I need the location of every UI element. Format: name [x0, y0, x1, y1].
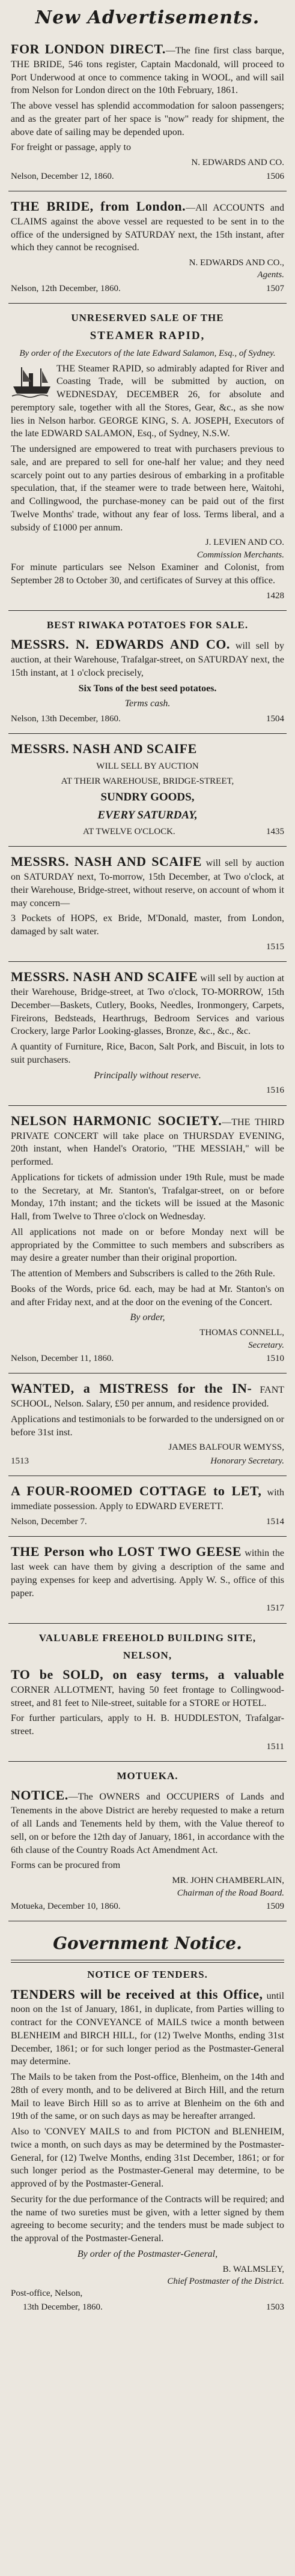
ad-headline: FOR LONDON DIRECT. — [11, 41, 166, 56]
ad-line: SUNDRY GOODS, — [100, 791, 195, 804]
ad-body — [11, 1380, 284, 1411]
ad-number: 1428 — [266, 590, 284, 601]
ad-text: CORNER ALLOTMENT, having 50 feet frontage to Collingwood-street, and 81 feet to Nile-street, suitable for a STORE or HOTEL. — [11, 1684, 284, 1708]
ad-title: UNRESERVED SALE OF THE — [71, 312, 224, 324]
ad-text: THE Steamer RAPID, so admirably adapted for River and Coasting Trade, will be submitted by auction, on WEDNESDAY, DECEMBER 26, for absolute and peremptory sale, together with all the Stores, Gear, &c., as she now lies in Nelson harbor. GEORGE KING, S. A. JOSEPH, Executors of the late EDWARD SALAMON, Esq., of Sydney, N.S.W. — [11, 363, 284, 439]
ad-text: Also to 'CONVEY MAILS to and from PICTON and BLENHEIM, twice a month, on such days as may be determined by the Postmaster-General, for (12) Twelve Months, ending 31st December, 1861; or for such longer period as the Postmaster-General may determine, to be approved of by the Postmaster-General. — [11, 2127, 284, 2190]
ad-text: —The OWNERS and OCCUPIERS of Lands and Tenements in the above District are hereby requested to make a return of all Lands and Tenements held by them, with the Value thereof to sell, on or before the 12th day of January, 1861, in accordance with the 6th clause of the Country Roads Act Amendment Act. — [11, 1792, 284, 1855]
ad-number: 1513 — [11, 1456, 29, 1466]
ad-text: 3 Pockets of HOPS, ex Bride, M'Donald, master, from London, damaged by salt water. — [11, 913, 284, 937]
ad-text: Forms can be procured from — [11, 1860, 121, 1871]
ad-number: 1517 — [266, 1603, 284, 1614]
ad-footer — [11, 1084, 284, 1096]
ad-headline: MESSRS. NASH AND SCAIFE — [11, 969, 198, 985]
ad-headline: WANTED, a MISTRESS for the IN- — [11, 1381, 252, 1396]
ad-signature: THOMAS CONNELL, — [199, 1328, 284, 1338]
ad-body — [11, 1786, 284, 1857]
ad-terms: Terms cash. — [124, 698, 171, 709]
ad-title: NOTICE OF TENDERS. — [87, 1969, 208, 1981]
ad-number: 1509 — [266, 1901, 284, 1911]
ad-number: 1516 — [266, 1085, 284, 1096]
ad-title: BEST RIWAKA POTATOES FOR SALE. — [46, 619, 249, 631]
ad-line: AT THEIR WAREHOUSE, BRIDGE-STREET, — [61, 776, 234, 786]
ad-headline: MESSRS. NASH AND SCAIFE — [11, 741, 197, 757]
ad-london-direct — [8, 34, 287, 191]
ad-footer — [11, 283, 284, 295]
ad-headline: NELSON HARMONIC SOCIETY. — [11, 1112, 222, 1128]
ad-footer — [11, 170, 284, 182]
ad-number: 1504 — [266, 714, 284, 724]
ad-text: FANT SCHOOL, Nelson. Salary, £50 per annum, and residence provided. — [11, 1385, 285, 1410]
government-notice — [8, 1921, 287, 2322]
ad-text: will sell by auction, at their Warehouse, Trafalgar-street, on SATURDAY next, the 15th instant, at 1 o'clock precisely, — [11, 641, 284, 678]
ad-body — [11, 635, 284, 679]
ad-number: 1503 — [266, 2302, 284, 2312]
ad-harmonic-society — [8, 1106, 287, 1374]
ad-footer — [11, 713, 284, 725]
ad-lost-geese — [8, 1537, 287, 1624]
ad-nash-scaife-sundry — [8, 734, 287, 847]
ad-headline: THE BRIDE, from London. — [11, 198, 186, 214]
ad-number: 1435 — [266, 826, 284, 836]
ad-time: AT TWELVE O'CLOCK. — [83, 826, 175, 836]
ad-intro: By order of the Executors of the late Edward Salamon, Esq., of Sydney. — [19, 349, 276, 359]
ad-place-date: Nelson, December 12, 1860. — [11, 171, 114, 181]
ad-headline: THE Person who LOST TWO GEESE — [11, 1544, 242, 1560]
ad-place-date: Nelson, 12th December, 1860. — [11, 283, 121, 293]
ad-body — [11, 197, 284, 254]
ad-text: within the last week can have them by giving a description of the same and paying expenses for keep and advertising. Apply W. S., office of this paper. — [11, 1548, 285, 1599]
ad-signature-role: Commission Merchants. — [196, 550, 284, 560]
ad-by-order: By order, — [130, 1312, 165, 1323]
ad-headline: TO be SOLD, on easy terms, a valuable — [11, 1667, 284, 1683]
ad-place-date: Nelson, December 7. — [11, 1516, 87, 1527]
ad-body — [11, 1986, 284, 2069]
ad-text: Six Tons of the best seed potatoes. — [78, 683, 217, 694]
ad-footer — [11, 1516, 284, 1528]
ad-footer — [11, 941, 284, 953]
ad-body — [11, 362, 284, 441]
ad-headline: A FOUR-ROOMED COTTAGE to LET, — [11, 1483, 262, 1499]
ad-footer — [11, 1353, 284, 1365]
ad-by-order: By order of the Postmaster-General, — [77, 2248, 218, 2259]
ad-nash-scaife-hops — [8, 847, 287, 962]
ad-signature-role: Chief Postmaster of the District. — [167, 2277, 284, 2287]
ad-title: NELSON, — [123, 1649, 172, 1661]
ad-headline: NOTICE. — [11, 1788, 68, 1803]
ad-the-bride — [8, 191, 287, 304]
ad-footer — [11, 1741, 284, 1753]
ad-text: Applications for tickets of admission under 19th Rule, must be made to the Secretary, at Mr. Stanton's, Trafalgar-street, on or before Monday, 17th instant; and the tickets will be issued at the Masonic Hall, from Twelve to Three o'clock on Wednesday. — [11, 1172, 284, 1222]
ad-title: MOTUEKA. — [117, 1770, 178, 1782]
ad-freehold-site — [8, 1624, 287, 1762]
ad-text: For further particulars, apply to H. B. HUDDLESTON, Trafalgar-street. — [11, 1713, 284, 1737]
ad-text: —THE THIRD PRIVATE CONCERT will take place on THURSDAY EVENING, 20th instant, when Handel's Oratorio, "THE MESSIAH," will be performed. — [11, 1117, 284, 1168]
ad-signature: J. LEVIEN AND CO. — [205, 538, 284, 548]
ad-text: For freight or passage, apply to — [11, 142, 131, 153]
ad-text: until noon on the 1st of January, 1861, in duplicate, from Parties willing to contract for the CONVEYANCE of MAILS twice a month between BLENHEIM and BIRCH HILL, for (12) Twelve Months, ending 31st December, 1861; or for such longer period as the Postmaster-General may determine. — [11, 1990, 285, 2067]
ad-signature: MR. JOHN CHAMBERLAIN, — [172, 1876, 284, 1886]
ad-signature: N. EDWARDS AND CO., — [189, 258, 284, 268]
ad-place-date: Nelson, December 11, 1860. — [11, 1353, 114, 1363]
ad-motueka-notice — [8, 1762, 287, 1921]
ad-body — [11, 1666, 284, 1710]
ad-steamer-rapid — [8, 304, 287, 611]
ad-place-date: Motueka, December 10, 1860. — [11, 1901, 121, 1911]
ad-text: Books of the Words, price 6d. each, may be had at Mr. Stanton's on and after Friday next, and at the door on the evening of the Concert. — [11, 1283, 284, 1308]
ad-text: will sell by auction at their Warehouse, Bridge-street, at Two o'clock, TO-MORROW, 15th December—Baskets, Cutlery, Books, Needles, Ironmongery, Carpets, Fireirons, Bedsteads, Hearthrugs, Bedroom Services and various Crockery, large Parlor Looking-glasses, Bronze, &c., &c., &c. — [11, 973, 285, 1037]
ad-signature-role: Secretary. — [248, 1340, 284, 1350]
ad-body — [11, 853, 284, 910]
ad-signature: JAMES BALFOUR WEMYSS, — [168, 1443, 284, 1453]
masthead: New Advertisements. — [35, 7, 260, 28]
ad-nash-scaife-furniture — [8, 962, 287, 1106]
ad-footer — [11, 1900, 284, 1912]
ad-text: —All ACCOUNTS and CLAIMS against the above vessel are requested to be sent in to the office of the undersigned by SATURDAY next, the 15th instant, after which they cannot be recognised. — [11, 202, 284, 253]
ad-body — [11, 1112, 284, 1169]
ad-line: WILL SELL BY AUCTION — [96, 761, 199, 772]
ad-footer — [11, 2301, 284, 2313]
ad-title: VALUABLE FREEHOLD BUILDING SITE, — [38, 1632, 257, 1644]
ad-headline: TENDERS will be received at this Office, — [11, 1986, 263, 2002]
ad-place: Post-office, Nelson, — [11, 2289, 83, 2299]
ad-signature: B. WALMSLEY, — [222, 2264, 284, 2274]
ad-number: 1511 — [266, 1741, 284, 1752]
ad-body — [11, 1482, 284, 1513]
ad-text: The attention of Members and Subscribers is called to the 26th Rule. — [11, 1268, 275, 1279]
ad-number: 1506 — [266, 171, 284, 181]
section-heading: Government Notice. — [53, 1933, 242, 1954]
ad-headline: MESSRS. N. EDWARDS AND CO. — [11, 637, 230, 652]
ad-riwaka-potatoes — [8, 611, 287, 734]
ad-place-date: 13th December, 1860. — [23, 2302, 103, 2312]
ad-cottage-to-let — [8, 1476, 287, 1537]
ad-signature-role: Agents. — [257, 270, 284, 280]
divider — [11, 1960, 284, 1963]
ad-footer — [11, 590, 284, 602]
ad-text: Security for the due performance of the Contracts will be required; and the name of two sureties must be given, with a letter signed by them agreeing to become security; and the tenders must be made subject to the approval of the Postmaster-General. — [11, 2194, 284, 2244]
ad-body — [11, 40, 284, 97]
ad-text: —The fine first class barque, THE BRIDE, 546 tons register, Captain Macdonald, will proceed to Port Underwood at once to commence taking in WOOL, and will sail from Nelson for London direct on the 10th February, 1861. — [11, 46, 284, 96]
ad-footer — [11, 1455, 284, 1467]
ad-footer — [11, 1602, 284, 1614]
ad-body — [11, 968, 284, 1038]
ad-text: The Mails to be taken from the Post-office, Blenheim, on the 14th and 28th of every month, and to be delivered at Birch Hill, and the return Mail to leave Birch Hill so as to arrive at Blenheim on the 6th and 19th of the same, or on such days as may be hereafter arranged. — [11, 2072, 284, 2122]
ad-headline: MESSRS. NASH AND SCAIFE — [11, 854, 202, 869]
ad-signature: N. EDWARDS AND CO. — [191, 158, 284, 168]
ad-text: with immediate possession. Apply to EDWARD EVERETT. — [11, 1488, 284, 1512]
ad-text: The undersigned are empowered to treat with purchasers previous to sale, and are prepared to sell for one-half her value; and they need scarcely point out to any parties desirous of embarking in a profitable speculation, that, if the steamer were to trade between here, Waitohi, and Collingwood, the purchase-money can be paid out of the first Twelve Months' trade, without any fear of loss. Terms liberal, and a subsidy of £1000 per annum. — [11, 444, 284, 533]
ad-title: STEAMER RAPID, — [90, 329, 205, 343]
ad-text: All applications not made on or before Monday next will be appropriated by the Committee to such members and subscribers as may desire a greater number than their original proportion. — [11, 1226, 284, 1264]
ad-text: Principally without reserve. — [94, 1070, 201, 1081]
ad-number: 1507 — [266, 283, 284, 293]
ad-footer — [11, 826, 284, 838]
steamer-icon — [11, 364, 52, 400]
ad-place-date: Nelson, 13th December, 1860. — [11, 714, 121, 724]
ad-number: 1510 — [266, 1353, 284, 1363]
ad-signature-role: Honorary Secretary. — [210, 1456, 284, 1466]
ad-text: For minute particulars see Nelson Examiner and Colonist, from September 28 to October 30, and certificates of Survey at this office. — [11, 562, 284, 586]
ad-text: The above vessel has splendid accommodation for saloon passengers; and as the greater part of her space is "now" ready for shipment, the above date of sailing may be depended upon. — [11, 101, 284, 137]
ad-body — [11, 1543, 284, 1600]
ad-signature-role: Chairman of the Road Board. — [177, 1888, 284, 1898]
ad-text: A quantity of Furniture, Rice, Bacon, Salt Pork, and Biscuit, in lots to suit purchasers. — [11, 1042, 284, 1065]
ad-number: 1515 — [266, 941, 284, 952]
ad-line: EVERY SATURDAY, — [97, 808, 198, 821]
ad-wanted-mistress — [8, 1374, 287, 1476]
ad-text: Applications and testimonials to be forwarded to the undersigned on or before 31st inst. — [11, 1414, 285, 1438]
ad-number: 1514 — [266, 1516, 284, 1527]
ad-text: will sell by auction on SATURDAY next, To-morrow, 15th December, at Two o'clock, at their Warehouse, Bridge-street, without reserve, on account of whom it may concern— — [11, 858, 285, 908]
